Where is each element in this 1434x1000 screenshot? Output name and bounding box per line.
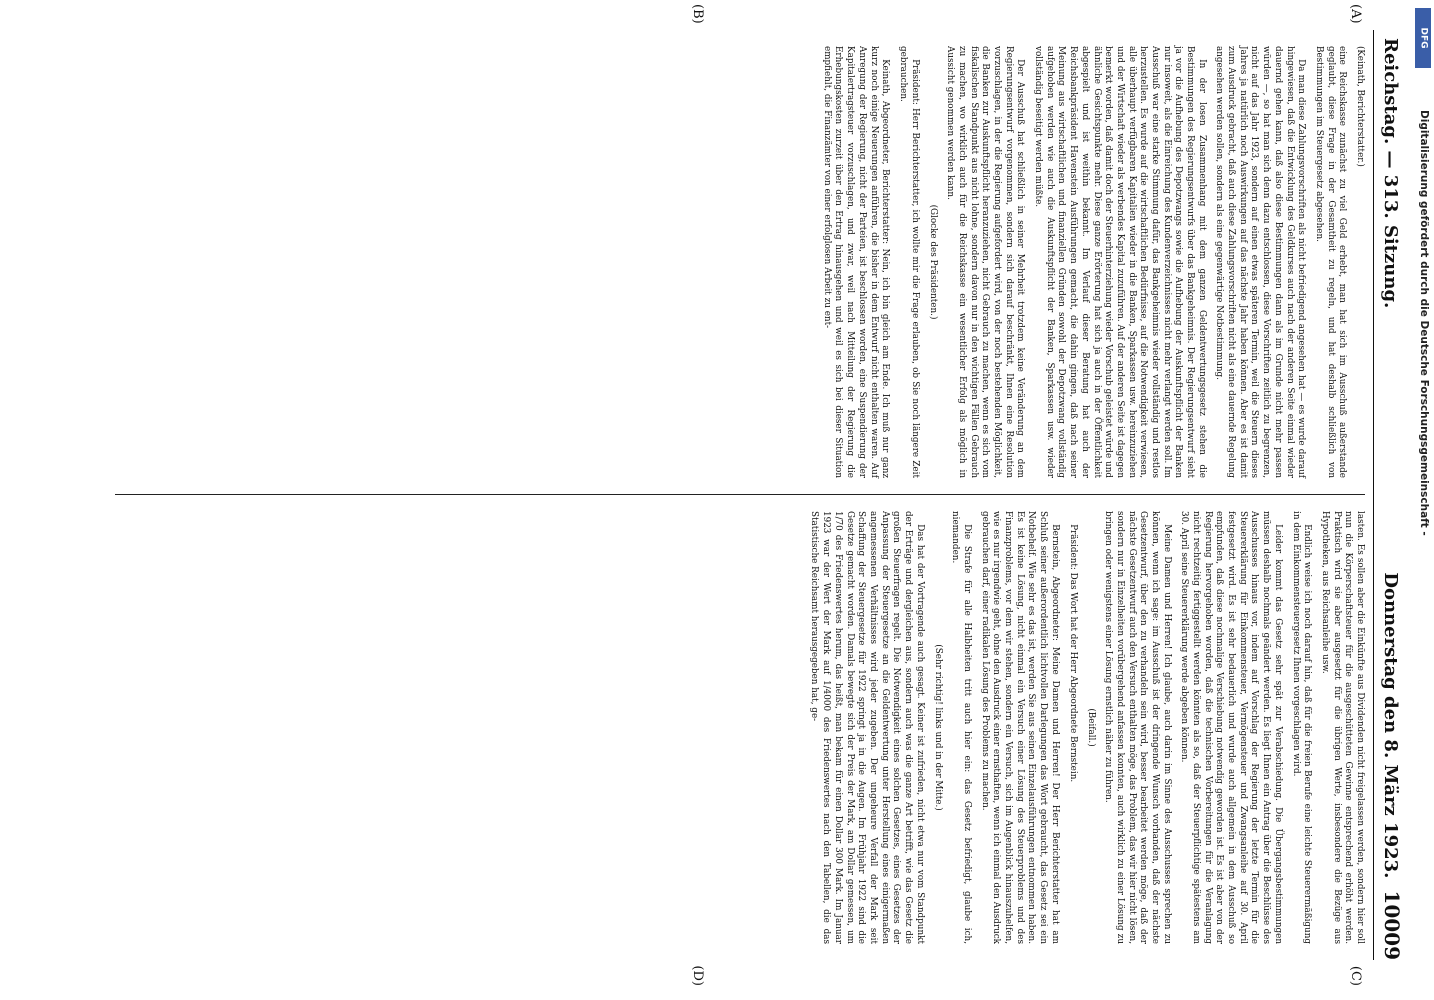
header-right: Donnerstag den 8. März 1923. [1380,572,1401,879]
right-paragraph: Leider kommt das Gesetz sehr spät zur Verabschiedung. Die Übergangsbestimmungen müssen deshalb nochmals geändert werden. Es liegt Ihnen ein Antrag über die Beschlüsse des Ausschusses hinaus vor, indem auf Vorschlag der Regierung der letzte Termin für die Steuererklärung für Einkommensteuer, Vermögensteuer und Zwangsanleihe auf 30. April festgesetzt wird. Es ist sehr bedauerlich und wurde auch allgemein in dem Ausschuß so empfunden, daß diese nochmalige Verschiebung notwendig geworden ist. Es ist aber von der Regierung hervorgehoben worden, daß die technischen Vorbereitungen für die Veranlagung nicht rechtzeitig fertiggestellt werden könnten als so, daß der Steuerpflichtige spätestens am 30. April seine Steuererklärung werde abgeben können. [1179,511,1283,944]
dfg-logo: DFG [1415,8,1431,68]
marker-b: (B) [690,4,705,24]
speaker-tag: (Keinath, Berichterstatter.) [1355,46,1365,167]
digitization-credit: Digitalisierung gefördert durch die Deutsche Forschungsgemeinschaft - [1418,110,1430,536]
marker-c: (C) [1348,965,1363,986]
keinath-reply: Keinath, Abgeordneter, Berichterstatter: Nein, ich bin gleich am Ende. Ich muß nur ganz kurz noch einige Neuerungen anführen, die bisher in dem Entwurf nicht enthalten waren. Auf Anregung der Regierung, nicht der Parteien, ist beschlossen worden, eine Suspendierung der Kapitalertragsteuer vorzuschlagen, und zwar, weil nach Mitteilung der Regierung die Erhebungskosten zurzeit über den Ertrag hinausgehen und weil es sich bei dieser Situation empfiehlt, die Finanzämter von einer erfolglosen Arbeit zu ent- [821,46,891,478]
interjection-note: (Sehr richtig! links und in der Mitte.) [932,644,943,811]
marker-d: (D) [690,965,705,986]
applause-note: (Beifall.) [1085,708,1096,747]
bernstein-speech: Die Strafe für alle Halbheiten tritt auch hier ein: das Gesetz befriedigt, glaube ich, niemanden. [950,511,973,944]
page-header [1373,30,1404,960]
president-question: Präsident: Herr Berichterstatter, ich wollte mir die Frage erlauben, ob Sie noch längere Zeit gebrauchen. [897,46,920,478]
right-paragraph: lasten. Es sollen aber die Einkünfte aus Dividenden nicht freigelassen werden, sondern hier soll nun die Körperschaftsteuer für die ausgeschütteten Gewinne entsprechend erhöht werden. Praktisch wird sie aber ausgesetzt für die übrigen Werte, insbesondere die Bezüge aus Hypotheken, aus Reichsanleihe usw. [1319,511,1365,944]
right-column [115,495,1365,986]
right-paragraph: Endlich weise ich noch darauf hin, daß für die freien Berufe eine leichte Steuerermäßigung in dem Einkommensteuergesetz Ihnen vorgeschlagen wird. [1290,511,1313,944]
marker-a: (A) [1348,4,1363,24]
left-paragraph: eine Reichskasse zunächst zu viel Geld erhebt, man hat sich im Ausschuß außerstande geglaubt, diese Frage in der Gesamtheit zu regeln, und hat deshalb schließlich von Bestimmungen im Steuergesetz abgesehen. [1313,46,1348,478]
bernstein-speech: Das hat der Vortragende auch gesagt. Keiner ist zufrieden, nicht etwa nur vom Standpunkt der Erträge und dergleichen aus, sondern auch was die ganze Art betrifft, wie das Gesetz die großen Steuerfragen regelt. Die Notwendigkeit eines solchen Gesetzes, eines Gesetzes der Anpassung der Steuergesetze an die Geldentwertung unter Herstellung eines einigermaßen angemessenen Verhältnisses wird jeder zugeben. Der ungeheure Verfall der Mark seit Schaffung der Steuergesetze für 1922 springt ja in die Augen. Im Frühjahr 1922 sind die Gesetze gemacht worden. Damals bewegte sich der Preis der Mark, am Dollar gemessen, um 1/70 des Friedenswertes herum, das heißt, man bekam für einen Dollar 300 Mark. Im Januar 1923 war der Wert der Mark auf 1/4000 des Friedenswertes nach den Tabellen, die das Statistische Reichsamt herausgegeben hat, ge- [809,511,925,944]
left-paragraph: Da man diese Zahlungsvorschriften als nicht befriedigend angesehen hat — es wurde darauf hingewiesen, daß die Entwicklung des Geldkurses auch nach der anderen Seite einmal wieder dauernd gehen kann, daß also diese Bestimmungen dann als im Grunde nicht mehr passen würden —, so hat man sich denn dazu entschlossen, diese Vorschriften zeitlich zu begrenzen, nicht auf das Jahr 1923, sondern auf einen etwas späteren Termin, weil die Steuern dieses Jahres ja natürlich noch Auswirkungen auf das nächste Jahr haben können. Aber es ist damit zum Ausdruck gebracht, daß auch diese Zahlungsvorschriften nicht als eine dauernde Regelung angesehen werden sollen, sondern als eine gegenwärtige Notbestimmung. [1214,46,1307,478]
header-left: Reichstag. — 313. Sitzung. [1380,38,1401,309]
text-columns [115,4,1365,986]
right-paragraph: Meine Damen und Herren! Ich glaube, auch darin im Sinne des Ausschusses sprechen zu können, wenn ich sage: im Ausschuß ist der dringende Wunsch vorhanden, daß der nächste Gesetzentwurf, über den zu verhandeln sein wird, besser bearbeitet werden möge, daß der nächste Gesetzentwurf auch den Versuch enthalten möge, das Problem, das wir hier nicht lösen, sondern nur in Einzelheiten vorübergehend anfassen konnten, auch wirklich zu einer Lösung zu bringen oder wenigstens einer Lösung ernstlich näher zu führen. [1103,511,1172,944]
left-column [115,4,1365,495]
left-paragraph: In der losen Zusammenhang mit dem ganzen Geldentwertungsgesetz stehen die Bestimmungen des Regierungsentwurfs über das Bankgeheimnis. Der Regierungsentwurf sieht ja vor die Aufhebung des Depotzwangs sowie die Aufhebung der Auskunftspflicht der Banken nur insoweit, als die Einreichung des Kundenverzeichnisses nicht mehr verlangt werden soll. Im Ausschuß war eine starke Stimmung dafür, das Bankgeheimnis wieder vollständig und restlos herzustellen. Es wurde auf die wirtschaftlichen Bedürfnisse, auf die Notwendigkeit verwiesen, alle überhaupt verfügbaren Kapitalien wieder in die Banken, Sparkassen usw. hereinzuziehen und der Wirtschaft wieder als werbendes Kapital zuzuführen. Auf der anderen Seite ist dagegen bemerkt worden, daß damit doch der Steuerhinterziehung wieder Vorschub geleistet würde und ähnliche Gesichtspunkte mehr. Diese ganze Erörterung hat sich ja auch in der Öffentlichkeit abgespielt und ist weithin bekannt. Im Verlauf dieser Beratung hat auch der Reichsbankpräsident Havenstein Ausführungen gemacht, die dahin gingen, daß nach seiner Meinung aus wirtschaftlichen und finanziellen Gründen sowohl der Depotzwang vollständig aufgehoben werden wie auch die Auskunftspflicht der Banken, Sparkassen usw. wieder vollständig beseitigt werden müßte. [1033,46,1207,478]
president-floor: Präsident: Das Wort hat der Herr Abgeordnete Bernstein. [1067,524,1078,783]
left-paragraph: Der Ausschuß hat schließlich in seiner Mehrheit trotzdem keine Veränderung an dem Regierungsentwurf vorgenommen, sondern sich darauf beschränkt, Ihnen eine Resolution vorzuschlagen, in der die Regierung aufgefordert wird, von der noch bestehenden Möglichkeit, die Banken zur Auskunftspflicht heranzuziehen, nicht Gebrauch zu machen, wenn es sich vom fiskalischen Standpunkt aus nicht lohne, sondern davon nur in den wichtigen Fällen Gebrauch zu machen, wo wirklich auch für die Reichskasse ein wesentlicher Erfolg als möglich in Aussicht genommen werden kann. [945,46,1026,478]
bernstein-speech: Bernstein, Abgeordneter: Meine Damen und Herren! Der Herr Berichterstatter hat am Schluß seiner außerordentlich lichtvollen Darlegungen das Wort gebraucht, das Gesetz sei ein Notbehelf. Wie sehr es das ist, werden Sie aus seinen Einzelausführungen entnommen haben. Es ist keine Lösung, nicht einmal ein Versuch einer Lösung des Steuerproblems und des Finanzproblems, vor dem wir stehen, sondern ein Versuch, sich im Augenblick hinauszuhelfen, wie es nur irgendwie geht, ohne den Ausdruck einer ernsthaften, wenn ich einmal den Ausdruck gebrauchen darf, einer radikalen Lösung des Problems zu machen. [979,511,1060,944]
page-number: 10009 [1380,890,1404,960]
bell-note: (Glocke des Präsidenten.) [927,204,938,320]
